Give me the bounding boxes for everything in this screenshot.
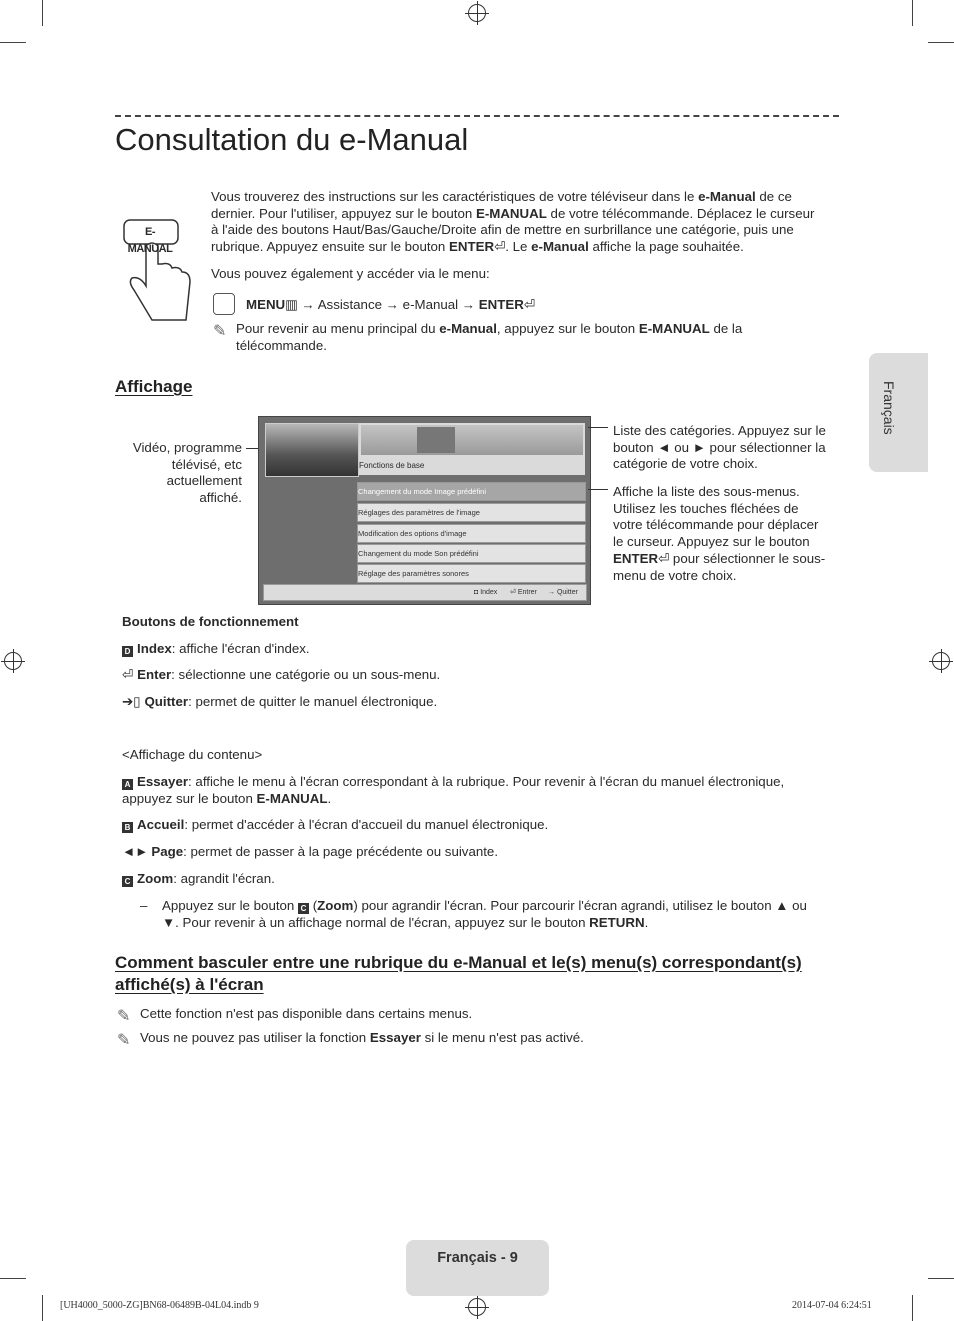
submenu-item[interactable]: Réglages des paramètres de l'image xyxy=(357,503,586,522)
registration-mark-icon xyxy=(468,4,486,22)
page-number-box xyxy=(406,1240,549,1296)
category-bar xyxy=(359,423,585,475)
intro-paragraph: Vous trouverez des instructions sur les caractéristiques de votre téléviseur dans le e-Manual de ce dernier. Pour l'utiliser, appuyez sur le bouton E-MANUAL de votre télécommande. Déplacez le curseur à l'aide des boutons Haut/Bas/Gauche/Droite afin de mettre en surbrillance une catégorie, puis une rubrique. Appuyez ensuite sur le bouton ENTER⏎. Le e-Manual affiche la page souhaitée. xyxy=(211,189,815,255)
left-caption: Vidéo, programme télévisé, etc actuellement affiché. xyxy=(132,440,242,506)
right-caption-submenus: Affiche la liste des sous-menus. Utilisez les touches fléchées de votre télécommande pour déplacer le curseur. Appuyez sur le bouton ENTER⏎ pour sélectionner le sous- menu de votre choix. xyxy=(613,484,826,583)
crop-mark xyxy=(928,42,954,43)
content-essayer: A Essayer: affiche le menu à l'écran correspondant à la rubrique. Pour revenir à l'écran du manuel électronique, appuyez sur le bouton E-MANUAL. xyxy=(122,774,785,806)
enter-icon: ⏎ xyxy=(523,297,536,312)
button-index: D Index: affiche l'écran d'index. xyxy=(122,641,310,658)
page-number: Français - 9 xyxy=(437,1250,518,1266)
enter-icon: ⏎ xyxy=(494,239,506,255)
content-zoom: C Zoom: agrandit l'écran. xyxy=(122,871,275,888)
category-title: Fonctions de base xyxy=(359,461,425,470)
exit-icon: ➔▯ xyxy=(122,694,141,709)
crop-mark xyxy=(912,1295,913,1321)
content-page: ◄► Page: permet de passer à la page précédente ou suivante. xyxy=(122,844,499,859)
language-tab xyxy=(869,353,928,472)
crop-mark xyxy=(42,1295,43,1321)
footer-file: [UH4000_5000-ZG]BN68-06489B-04L04.indb 9 xyxy=(60,1300,259,1311)
registration-mark-icon xyxy=(932,652,950,670)
note-pencil-icon: ✎ xyxy=(213,323,227,340)
remote-button-label: E-MANUAL xyxy=(127,226,173,255)
dash-bullet: – xyxy=(140,898,148,913)
title-rule xyxy=(115,115,839,117)
page-title: Consultation du e-Manual xyxy=(115,122,469,157)
callout-line xyxy=(588,489,608,490)
crop-mark xyxy=(0,42,26,43)
submenu-item[interactable]: Changement du mode Son prédéfini xyxy=(357,544,586,563)
language-tab-label: Français xyxy=(881,381,897,435)
enter-icon: ⏎ xyxy=(122,667,134,682)
section-heading-basculer: Comment basculer entre une rubrique du e-Manual et le(s) menu(s) correspondant(s) affiché(s) à l'écran xyxy=(115,953,802,994)
section-heading-affichage: Affichage xyxy=(115,377,193,396)
note-text: Pour revenir au menu principal du e-Manual, appuyez sur le bouton E-MANUAL de la télécommande. xyxy=(236,321,743,353)
tv-video-thumbnail xyxy=(265,423,359,477)
callout-line xyxy=(588,427,608,428)
submenu-item[interactable]: Changement du mode Image prédéfini xyxy=(357,482,586,501)
note-pencil-icon: ✎ xyxy=(117,1032,131,1049)
menu-hand-icon xyxy=(213,293,235,315)
screen-bottom-bar: ◘ Index ⏎ Entrer → Quitter xyxy=(263,584,587,601)
submenu-item[interactable]: Modification des options d'image xyxy=(357,524,586,543)
button-quit: ➔▯ Quitter: permet de quitter le manuel électronique. xyxy=(122,694,438,709)
crop-mark xyxy=(0,1278,26,1279)
footer-date: 2014-07-04 6:24:51 xyxy=(792,1300,872,1311)
submenu-item[interactable]: Réglage des paramètres sonores xyxy=(357,564,586,583)
enter-icon: ⏎ xyxy=(658,550,670,566)
menu-access-text: Vous pouvez également y accéder via le menu: xyxy=(211,266,490,281)
menu-path: MENU▥ → Assistance → e-Manual → ENTER⏎ xyxy=(246,297,536,312)
crop-mark xyxy=(912,0,913,26)
content-accueil: B Accueil: permet d'accéder à l'écran d'accueil du manuel électronique. xyxy=(122,817,548,834)
basculer-note-2: Vous ne pouvez pas utiliser la fonction Essayer si le menu n'est pas activé. xyxy=(140,1030,584,1045)
registration-mark-icon xyxy=(4,652,22,670)
note-pencil-icon: ✎ xyxy=(117,1008,131,1025)
button-enter: ⏎ Enter: sélectionne une catégorie ou un sous-menu. xyxy=(122,667,441,682)
basculer-note-1: Cette fonction n'est pas disponible dans certains menus. xyxy=(140,1006,473,1021)
emanual-screen xyxy=(258,416,591,605)
zoom-instructions: Appuyez sur le bouton C (Zoom) pour agrandir l'écran. Pour parcourir l'écran agrandi, utilisez le bouton ▲ ou ▼. Pour revenir à un affichage normal de l'écran, appuyez sur le bouton RETURN. xyxy=(162,898,807,930)
index-icon: D xyxy=(122,646,133,657)
crop-mark xyxy=(928,1278,954,1279)
right-caption-categories: Liste des catégories. Appuyez sur le bouton ◄ ou ► pour sélectionner la catégorie de votre choix. xyxy=(613,423,826,472)
registration-mark-icon xyxy=(468,1298,486,1316)
content-heading: <Affichage du contenu> xyxy=(122,747,263,762)
crop-mark xyxy=(42,0,43,26)
buttons-heading: Boutons de fonctionnement xyxy=(122,614,299,629)
